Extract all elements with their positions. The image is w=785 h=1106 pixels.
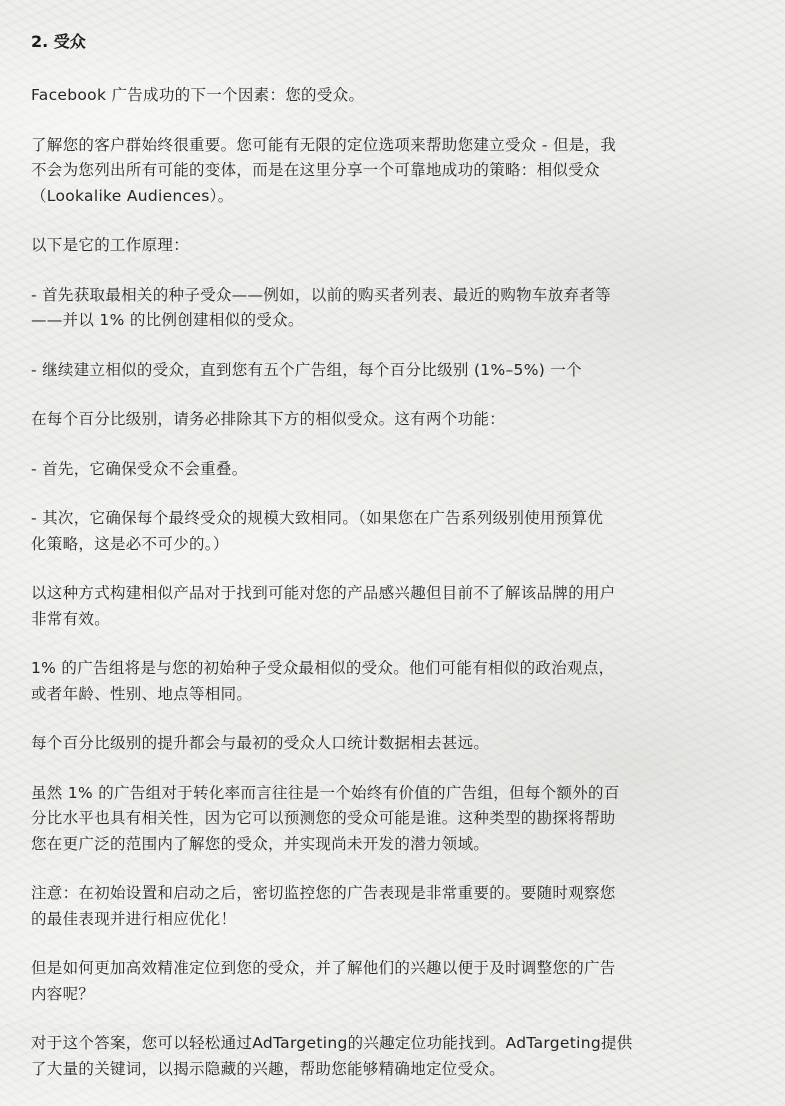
paragraph [31, 781, 751, 858]
text-line: 虽然 1% 的广告组对于转化率而言往往是一个始终有价值的广告组，但每个额外的百 [31, 783, 620, 802]
text-line: 的最佳表现并进行相应优化！ [31, 909, 237, 928]
text-line: 或者年龄、性别、地点等相同。 [31, 684, 253, 703]
text-line: ——并以 1% 的比例创建相似的受众。 [31, 311, 304, 329]
paragraph [31, 283, 751, 334]
section-heading: 2. 受众 [31, 32, 86, 51]
text-line: - 继续建立相似的受众，直到您有五个广告组，每个百分比级别 (1%–5%) 一个 [31, 360, 582, 379]
text-line: Facebook 广告成功的下一个因素：您的受众。 [31, 86, 365, 104]
text-line: 内容呢？ [31, 984, 95, 1003]
paragraph [31, 233, 751, 259]
paragraph [31, 656, 751, 707]
text-line: 您在更广泛的范围内了解您的受众，并实现尚未开发的潜力领域。 [31, 834, 490, 853]
text-line: 但是如何更加高效精准定位到您的受众，并了解他们的兴趣以便于及时调整您的广告 [31, 959, 616, 977]
paragraph [31, 358, 751, 384]
text-line: 化策略，这是必不可少的。） [31, 534, 229, 553]
text-line: 非常有效。 [31, 609, 111, 628]
text-line: - 首先，它确保受众不会重叠。 [31, 459, 248, 478]
text-line: 以下是它的工作原理： [31, 236, 190, 254]
paragraph [31, 457, 751, 483]
text-line: 了解您的客户群始终很重要。您可能有无限的定位选项来帮助您建立受众 - 但是，我 [31, 135, 617, 154]
paragraph [31, 956, 751, 1007]
text-line: （Lookalike Audiences）。 [31, 186, 234, 205]
text-line: 注意：在初始设置和启动之后，密切监控您的广告表现是非常重要的。要随时观察您 [31, 884, 616, 902]
text-line: 每个百分比级别的提升都会与最初的受众人口统计数据相去甚远。 [31, 734, 490, 752]
text-line: 不会为您列出所有可能的变体，而是在这里分享一个可靠地成功的策略：相似受众 [31, 161, 600, 179]
text-line: 1% 的广告组将是与您的初始种子受众最相似的受众。他们可能有相似的政治观点， [31, 659, 615, 677]
text-line: 对于这个答案，您可以轻松通过AdTargeting的兴趣定位功能找到。AdTargeting提供 [31, 1034, 633, 1052]
paragraph [31, 133, 751, 210]
text-line: - 首先获取最相关的种子受众——例如，以前的购买者列表、最近的购物车放弃者等 [31, 285, 611, 304]
paragraph [31, 506, 751, 557]
text-line: 了大量的关键词，以揭示隐藏的兴趣，帮助您能够精确地定位受众。 [31, 1059, 506, 1078]
paragraph [31, 731, 751, 757]
text-line: - 其次，它确保每个最终受众的规模大致相同。（如果您在广告系列级别使用预算优 [31, 509, 604, 527]
paragraph [31, 881, 751, 932]
paragraph [31, 1031, 751, 1082]
document-body [31, 30, 751, 1106]
text-line: 以这种方式构建相似产品对于找到可能对您的产品感兴趣但目前不了解该品牌的用户 [31, 584, 616, 602]
text-line: 分比水平也具有相关性，因为它可以预测您的受众可能是谁。这种类型的勘探将帮助 [31, 809, 616, 827]
paragraph [31, 407, 751, 433]
paragraph [31, 83, 751, 109]
text-line: 在每个百分比级别，请务必排除其下方的相似受众。这有两个功能： [31, 410, 506, 428]
paragraph [31, 581, 751, 632]
